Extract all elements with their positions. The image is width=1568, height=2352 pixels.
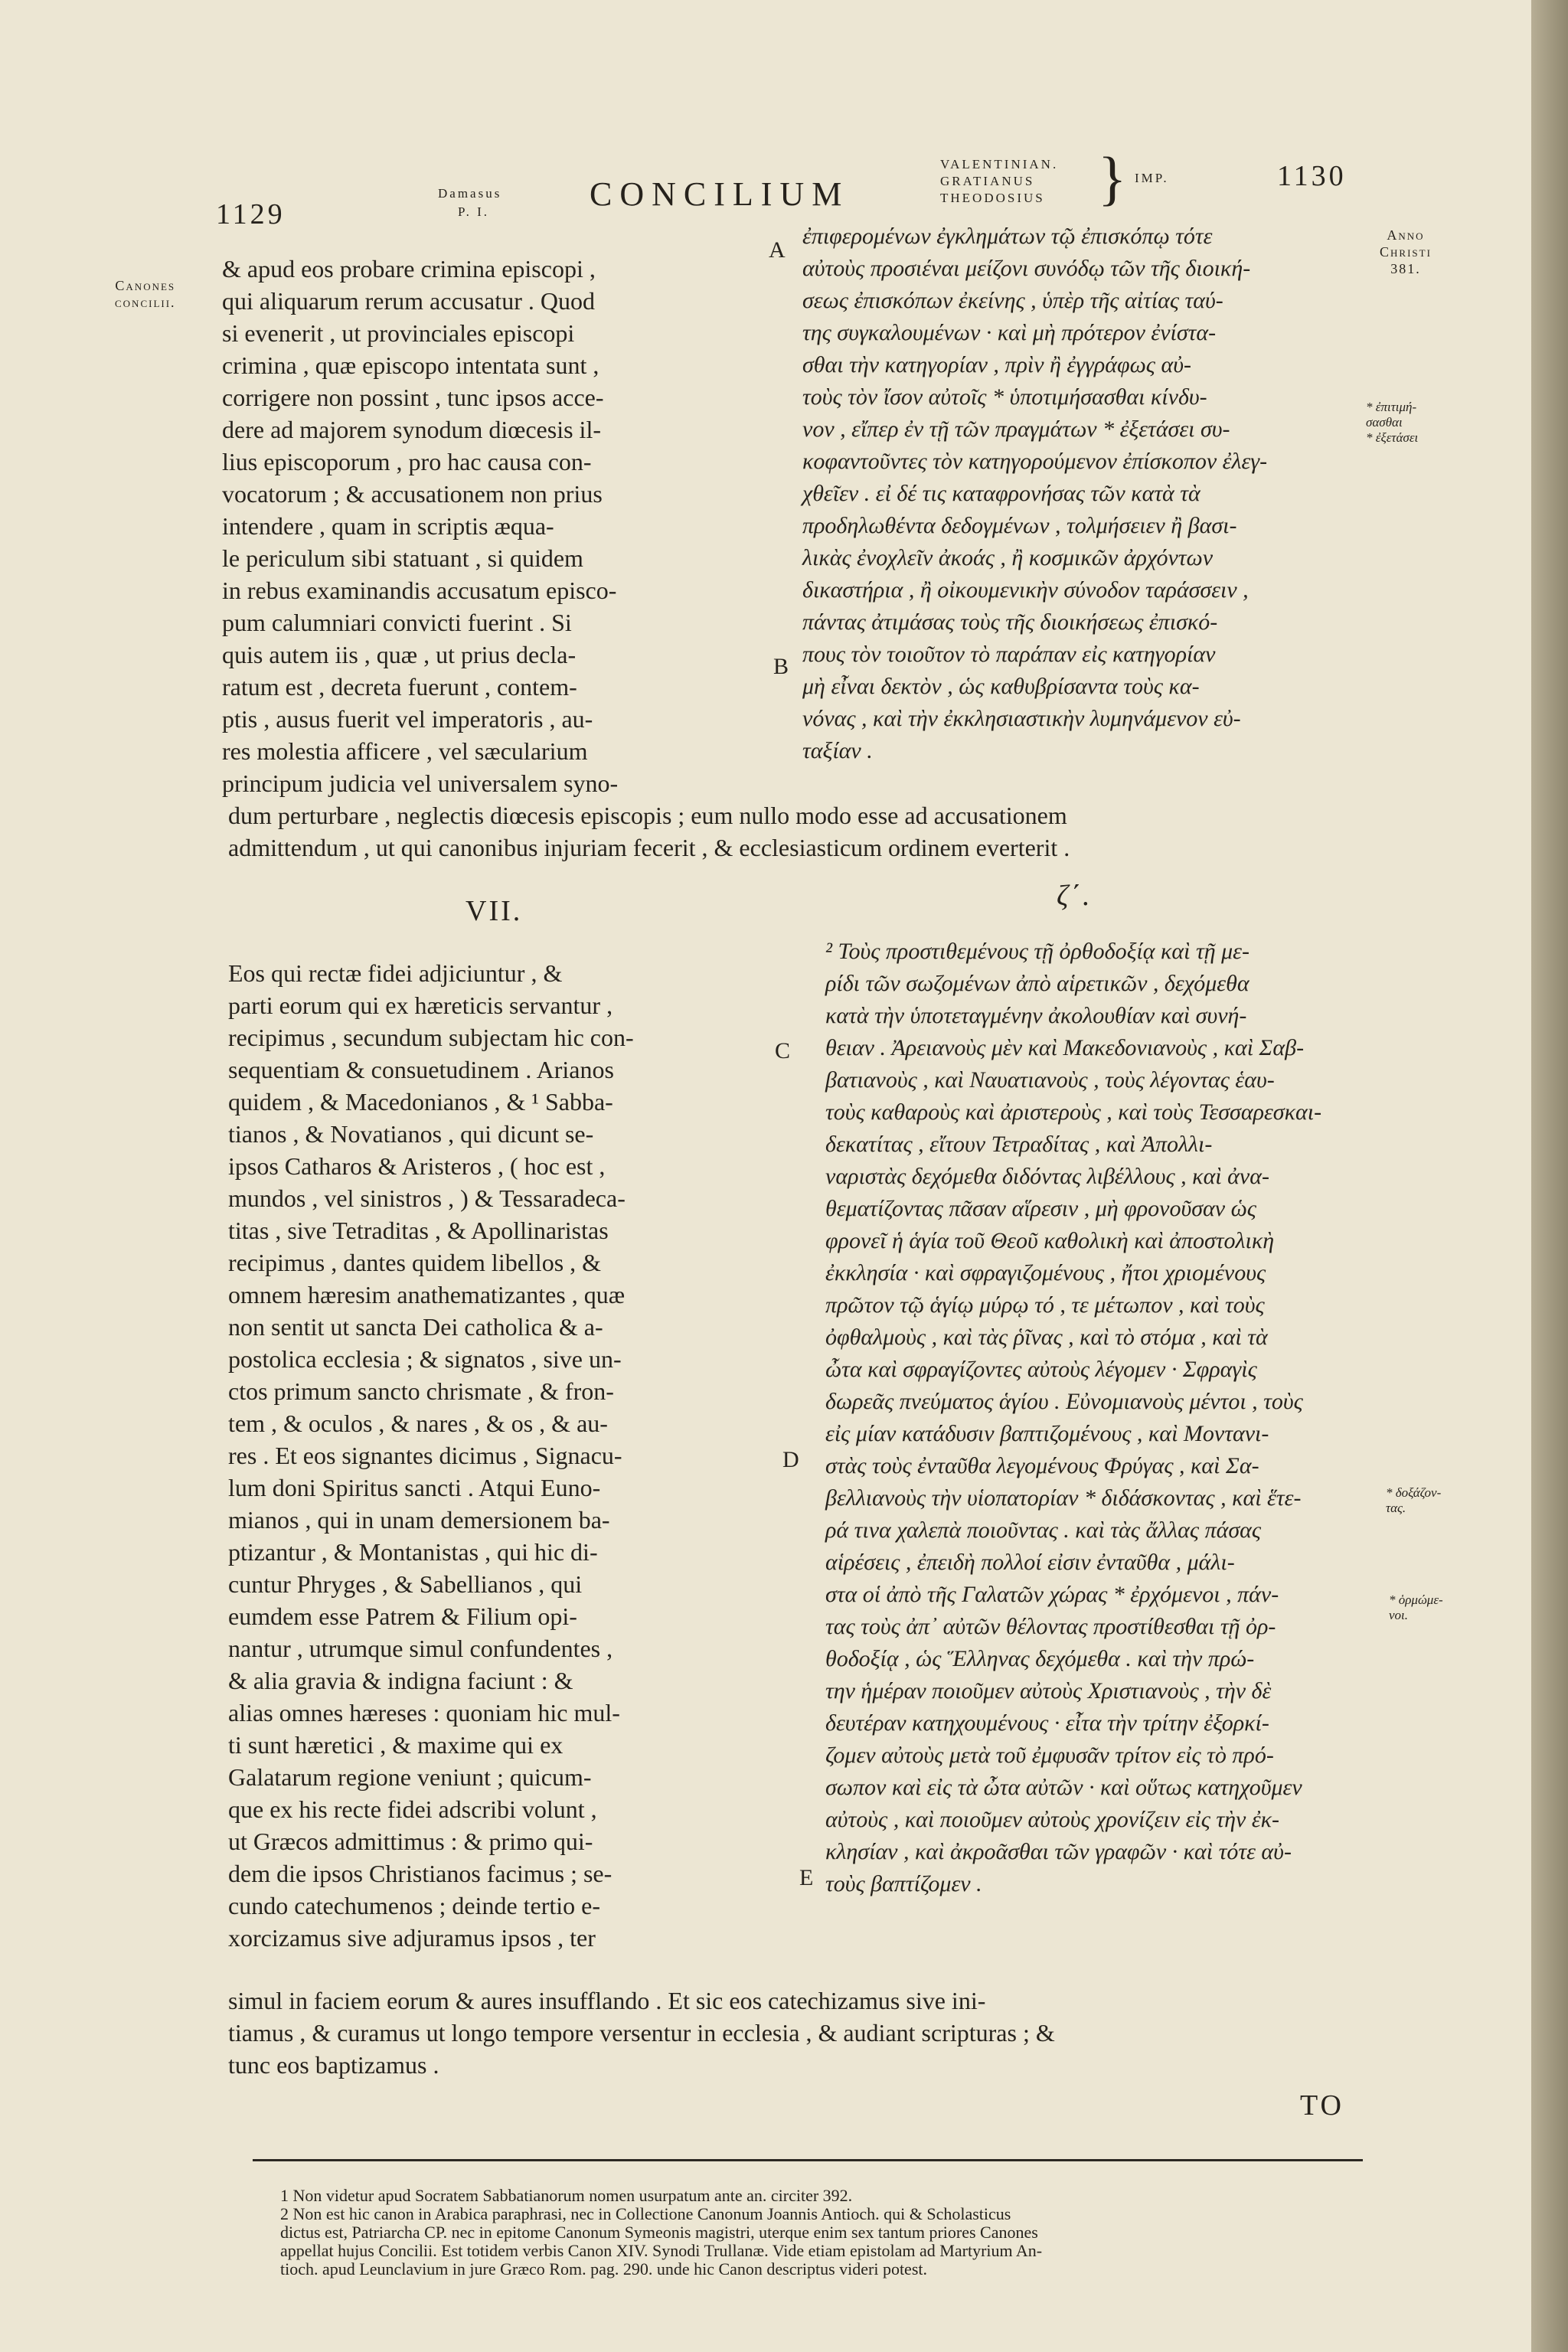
margin-note-canones: Canones concilii. bbox=[115, 278, 176, 310]
header-brace: } bbox=[1098, 145, 1127, 211]
greek-column-2: ² Τοὺς προστιθεμένους τῇ ὀρθοδοξίᾳ καὶ τῇ με- ρίδι τῶν σωζομένων ἀπὸ αἱρετικῶν , δεχόμεθα κατὰ τὴν ὑποτεταγμένην ἀκολουθίαν καὶ συνή- θειαν . Ἀρειανοὺς μὲν καὶ Μακεδονιανοὺς , καὶ Σαβ- βατιανοὺς , καὶ Ναυατιανοὺς , τοὺς λέγοντας ἑαυ- τοὺς καθαροὺς καὶ ἀριστεροὺς , καὶ τοὺς Τεσσαρεσκαι- δεκατίτας , εἴτουν Τετραδίτας , καὶ Ἀπολλι- ναριστὰς δεχόμεθα διδόντας λιβέλλους , καὶ ἀνα- θεματίζοντας πᾶσαν αἵρεσιν , μὴ φρονοῦσαν ὡς φρονεῖ ἡ ἁγία τοῦ Θεοῦ καθολικὴ καὶ ἀποστολικὴ ἐκκλησία · καὶ σφραγιζομένους , ἤτοι χριομένους πρῶτον τῷ ἁγίῳ μύρῳ τό , τε μέτωπον , καὶ τοὺς ὀφθαλμοὺς , καὶ τὰς ῥῖνας , καὶ τὸ στόμα , καὶ τὰ ὦτα καὶ σφραγίζοντες αὐτοὺς λέγομεν · Σφραγὶς δωρεᾶς πνεύματος ἁγίου . Εὐνομιανοὺς μέντοι , τοὺς εἰς μίαν κατάδυσιν βαπτιζομένους , καὶ Μοντανι- στὰς τοὺς ἐνταῦθα λεγομένους Φρύγας , καὶ Σα- βελλιανοὺς τὴν υἱοπατορίαν * διδάσκοντας , καὶ ἕτε- ρά τινα χαλεπὰ ποιοῦντας . καὶ τὰς ἄλλας πάσας αἱρέσεις , ἐπειδὴ πολλοί εἰσιν ἐνταῦθα , μάλι- στα οἱ ἀπὸ τῆς Γαλατῶν χώρας * ἐρχόμενοι , πάν- τας τοὺς ἀπ᾽ αὐτῶν θέλοντας προστίθεσθαι τῇ ὀρ- θοδοξίᾳ , ὡς Ἕλληνας δεχόμεθα . καὶ τὴν πρώ- την ἡμέραν ποιοῦμεν αὐτοὺς Χριστιανοὺς , τὴν δὲ δευτέραν κατηχουμένους · εἶτα τὴν τρίτην ἐξορκί- ζομεν αὐτοὺς μετὰ τοῦ ἐμφυσᾶν τρίτον εἰς τὸ πρό- σωπον καὶ εἰς τὰ ὦτα αὐτῶν · καὶ οὕτως κατηχοῦμεν αὐτοὺς , καὶ ποιοῦμεν αὐτοὺς χρονίζειν εἰς τὴν ἐκ- κλησίαν , καὶ ἀκροᾶσθαι τῶν γραφῶν · καὶ τότε αὐ- τοὺς βαπτίζομεν . bbox=[825, 939, 1322, 1896]
header-emperors bbox=[940, 156, 1058, 207]
greek-section-heading: ζ΄. bbox=[1057, 880, 1093, 912]
latin-full-width-1: dum perturbare , neglectis diœcesis episcopis ; eum nullo modo esse ad accusationem admittendum , ut qui canonibus injuriam fecerit , & ecclesiasticum ordinem everterit . bbox=[228, 802, 1070, 861]
section-marker-e: E bbox=[799, 1865, 814, 1890]
margin-note-anno-christi: Anno Christi 381. bbox=[1380, 227, 1432, 276]
latin-column-1: & apud eos probare crimina episcopi , qui aliquarum rerum accusatur . Quod si evenerit , ut provinciales episcopi crimina , quæ episcopo intentata sunt , corrigere non possint , tunc ipsos acce- dere ad majorem synodum diœcesis il- lius episcoporum , pro hac causa con- vocatorum ; & accusationem non prius intendere , quam in scriptis æqua- le periculum sibi statuant , si quidem in rebus examinandis accusatum episco- pum calumniari convicti fuerint . Si quis autem iis , quæ , ut prius decla- ratum est , decreta fuerunt , contem- ptis , ausus fuerit vel imperatoris , au- res molestia afficere , vel sæcularium principum judicia vel universalem syno- bbox=[222, 255, 619, 797]
greek-column-1: ἐπιφερομένων ἐγκλημάτων τῷ ἐπισκόπῳ τότε αὐτοὺς προσιέναι μείζονι συνόδῳ τῶν τῆς διοική- σεως ἐπισκόπων ἐκείνης , ὑπὲρ τῆς αἰτίας ταύ- της συγκαλουμένων · καὶ μὴ πρότερον ἐνίστα- σθαι τὴν κατηγορίαν , πρὶν ἢ ἐγγράφως αὐ- τοὺς τὸν ἴσον αὐτοῖς * ὑποτιμήσασθαι κίνδυ- νον , εἴπερ ἐν τῇ τῶν πραγμάτων * ἐξετάσει συ- κοφαντοῦντες τὸν κατηγορούμενον ἐπίσκοπον ἐλεγ- χθεῖεν . εἰ δέ τις καταφρονήσας τῶν κατὰ τὰ προδηλωθέντα δεδογμένων , τολμήσειεν ἢ βασι- λικὰς ἐνοχλεῖν ἀκοάς , ἢ κοσμικῶν ἀρχόντων δικαστήρια , ἢ οἰκουμενικὴν σύνοδον ταράσσειν , πάντας ἀτιμάσας τοὺς τῆς διοικήσεως ἐπισκό- πους τὸν τοιοῦτον τὸ παράπαν εἰς κατηγορίαν μὴ εἶναι δεκτὸν , ὡς καθυβρίσαντα τοὺς κα- νόνας , καὶ τὴν ἐκκλησιαστικὴν λυμηνάμενον εὐ- ταξίαν . bbox=[802, 224, 1268, 763]
header-pope: Damasus bbox=[438, 186, 502, 201]
footnote-2: 2 Non est hic canon in Arabica paraphrasi, nec in Collectione Canonum Joannis Antioch. qui & Scholasticus bbox=[280, 2204, 1011, 2223]
gloss-epitimesasthai: * ἐπιτιμή- σασθαι * ἐξετάσει bbox=[1366, 400, 1419, 445]
footnote-2-cont-3: tioch. apud Leunclavium in jure Græco Rom. pag. 290. unde hic Canon descriptus videri potest. bbox=[280, 2259, 927, 2278]
latin-section-heading: VII. bbox=[466, 895, 523, 927]
footnote-2-cont-1: dictus est, Patriarcha CP. nec in epitome Canonum Symeonis magistri, uterque enim sex tantum priores Canones bbox=[280, 2223, 1038, 2242]
section-marker-c: C bbox=[775, 1038, 791, 1063]
right-page-number: 1130 bbox=[1277, 160, 1347, 192]
footnote-rule bbox=[253, 2159, 1363, 2161]
header-pope-number: P. I. bbox=[458, 204, 489, 219]
page-edge bbox=[1531, 0, 1568, 2352]
emperor-valentinian: VALENTINIAN. bbox=[940, 157, 1059, 172]
latin-column-2: Eos qui rectæ fidei adjiciuntur , & parti eorum qui ex hæreticis servantur , recipimus , secundum subjectam hic con- sequentiam & consuetudinem . Arianos quidem , & Macedonianos , & ¹ Sabba- tianos , & Novatianos , qui dicunt se- ipsos Catharos & Aristeros , ( hoc est , mundos , vel sinistros , ) & Tessaradeca- titas , sive Tetraditas , & Apollinaristas recipimus , dantes quidem libellos , & omnem hæresim anathematizantes , quæ non sentit ut sancta Dei catholica & a- postolica ecclesia ; & signatos , sive un- ctos primum sancto chrismate , & fron- tem , & oculos , & nares , & os , & au- res . Et eos signantes dicimus , Signacu- lum doni Spiritus sancti . Atqui Euno- mianos , qui in unam demersionem ba- ptizantur , & Montanistas , qui hic di- cuntur Phryges , & Sabellianos , qui eumdem esse Patrem & Filium opi- nantur , utrumque simul confundentes , & alia gravia & indigna faciunt : & alias omnes hæreses : quoniam hic mul- ti sunt hæretici , & maxime qui ex Galatarum regione veniunt ; quicum- que ex his recte fidei adscribi volunt , ut Græcos admittimus : & primo qui- dem die ipsos Christianos facimus ; se- cundo catechumenos ; deinde tertio e- xorcizamus sive adjuramus ipsos , ter bbox=[228, 959, 634, 1952]
header-imp: IMP. bbox=[1135, 171, 1169, 185]
section-marker-d: D bbox=[782, 1447, 799, 1472]
gloss-doxazontas: * δοξάζον- τας. bbox=[1386, 1485, 1442, 1515]
header-title: CONCILIUM bbox=[590, 175, 850, 213]
latin-full-width-2: simul in faciem eorum & aures insufflando . Et sic eos catechizamus sive ini- tiamus , & curamus ut longo tempore versentur in ecclesia , & audiant scripturas ; & tunc eos baptizamus . bbox=[228, 1987, 1055, 2079]
emperor-gratianus: GRATIANUS bbox=[940, 174, 1035, 188]
section-marker-b: B bbox=[773, 654, 789, 679]
left-page-number: 1129 bbox=[216, 198, 286, 230]
footnote-2-cont-2: appellat hujus Concilii. Est totidem verbis Canon XIV. Synodi Trullanæ. Vide etiam epistolam ad Martyrium An- bbox=[280, 2241, 1043, 2260]
footnotes bbox=[280, 2187, 1367, 2278]
gloss-hormomenoi: * ὁρμώμε- νοι. bbox=[1389, 1592, 1443, 1622]
emperor-theodosius: THEODOSIUS bbox=[940, 191, 1045, 205]
section-marker-a: A bbox=[769, 237, 786, 263]
footnote-1: 1 Non videtur apud Socratem Sabbatianorum nomen usurpatum ante an. circiter 392. bbox=[280, 2186, 853, 2205]
catchword: TO bbox=[1300, 2089, 1344, 2122]
